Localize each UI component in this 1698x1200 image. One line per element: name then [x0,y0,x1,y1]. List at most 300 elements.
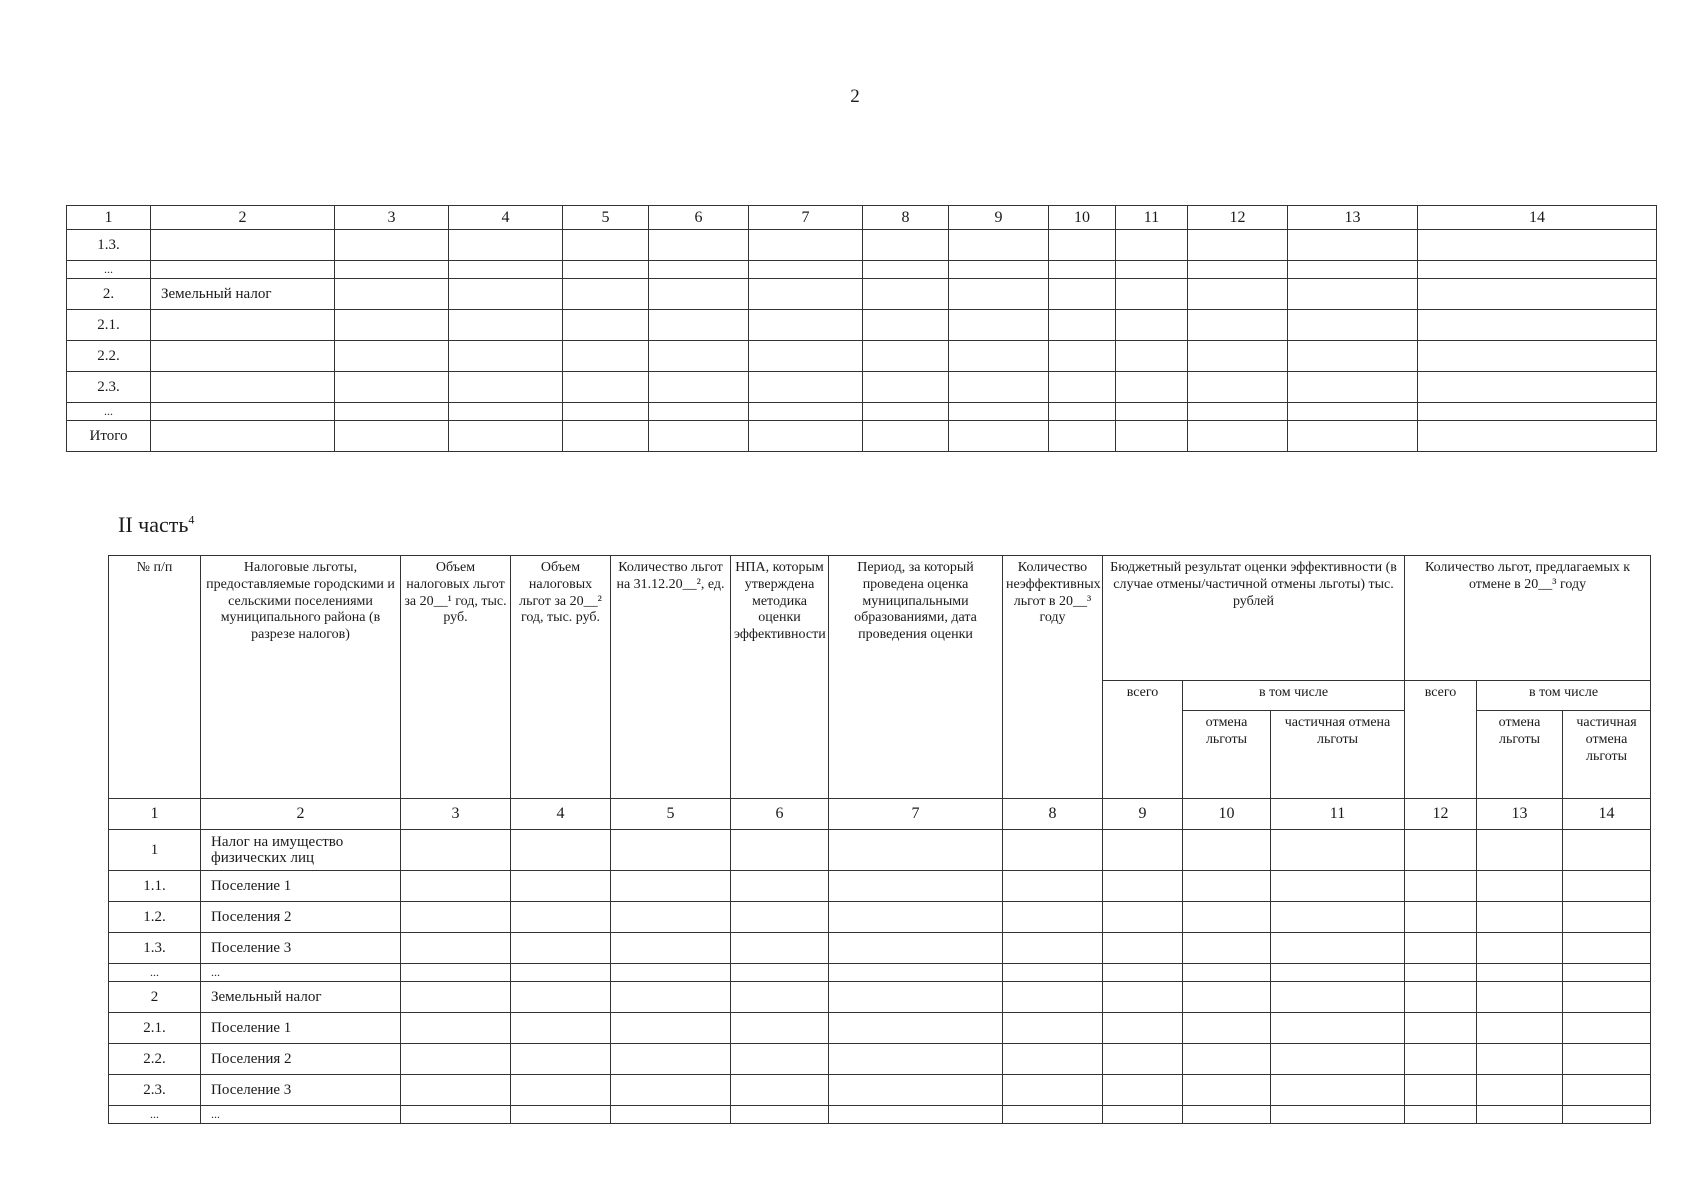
column-number: 6 [649,206,749,230]
row-number: 1.3. [109,933,201,964]
table-row [109,982,1651,1013]
row-name: Поселения 2 [201,902,401,933]
column-number: 9 [949,206,1049,230]
column-number: 4 [511,799,611,830]
empty-cell [335,403,449,421]
empty-cell [731,871,829,902]
row-number: ... [67,403,151,421]
header-cancel-2: отмена льготы [1477,711,1563,799]
empty-cell [401,871,511,902]
empty-cell [449,310,563,341]
empty-cell [335,261,449,279]
empty-cell [731,982,829,1013]
column-number: 8 [863,206,949,230]
empty-cell [1103,1075,1183,1106]
table-row [109,871,1651,902]
empty-cell [1418,372,1657,403]
empty-cell [1477,902,1563,933]
table-row [109,1106,1651,1124]
column-number: 13 [1477,799,1563,830]
column-number: 12 [1405,799,1477,830]
empty-cell [1405,902,1477,933]
empty-cell [749,372,863,403]
empty-cell [1103,830,1183,871]
empty-cell [1049,403,1116,421]
empty-cell [611,1075,731,1106]
empty-cell [1271,964,1405,982]
empty-cell [829,830,1003,871]
empty-cell [649,403,749,421]
column-number: 1 [67,206,151,230]
empty-cell [1183,1075,1271,1106]
table-row [109,933,1651,964]
row-number: 1.1. [109,871,201,902]
empty-cell [1288,230,1418,261]
empty-cell [511,964,611,982]
empty-cell [1418,341,1657,372]
empty-cell [511,982,611,1013]
part2-table [108,555,1651,1124]
empty-cell [511,871,611,902]
header-incl-2: в том числе [1477,681,1651,711]
empty-cell [649,279,749,310]
empty-cell [1288,310,1418,341]
empty-cell [1049,372,1116,403]
empty-cell [731,1013,829,1044]
empty-cell [1003,1106,1103,1124]
empty-cell [1477,1075,1563,1106]
empty-cell [949,403,1049,421]
empty-cell [1405,1044,1477,1075]
row-number: Итого [67,421,151,452]
empty-cell [401,1044,511,1075]
empty-cell [511,1013,611,1044]
part-title: II часть$^4$ [118,512,195,537]
empty-cell [335,372,449,403]
empty-cell [611,1044,731,1075]
empty-cell [611,1106,731,1124]
header-incl-1: в том числе [1183,681,1405,711]
empty-cell [949,421,1049,452]
row-number: 2.2. [67,341,151,372]
row-number: 2.3. [109,1075,201,1106]
empty-cell [749,310,863,341]
empty-cell [611,871,731,902]
empty-cell [1288,279,1418,310]
empty-cell [649,341,749,372]
empty-cell [829,1106,1003,1124]
row-number: 2.3. [67,372,151,403]
empty-cell [335,421,449,452]
row-number: 2.1. [67,310,151,341]
column-number-row [109,799,1651,830]
header-count: Количество льгот на 31.12.20__², ед. [611,556,731,799]
empty-cell [749,421,863,452]
empty-cell [1563,1044,1651,1075]
empty-cell [1271,830,1405,871]
empty-cell [1271,982,1405,1013]
empty-cell [829,871,1003,902]
empty-cell [1049,279,1116,310]
row-number: 2.1. [109,1013,201,1044]
empty-cell [1183,1013,1271,1044]
empty-cell [1563,964,1651,982]
empty-cell [1116,372,1188,403]
table-row [67,421,1657,452]
empty-cell [1183,982,1271,1013]
header-ineffective: Количество неэффективных льгот в 20__³ году [1003,556,1103,799]
row-name: Земельный налог [151,279,335,310]
row-name [151,403,335,421]
empty-cell [1003,830,1103,871]
empty-cell [611,964,731,982]
row-number: ... [67,261,151,279]
empty-cell [649,261,749,279]
column-number: 13 [1288,206,1418,230]
empty-cell [1271,871,1405,902]
column-number: 8 [1003,799,1103,830]
empty-cell [829,902,1003,933]
row-name [151,261,335,279]
empty-cell [1116,279,1188,310]
empty-cell [449,230,563,261]
empty-cell [863,279,949,310]
empty-cell [1405,933,1477,964]
empty-cell [563,310,649,341]
row-name: Поселения 2 [201,1044,401,1075]
empty-cell [1183,1106,1271,1124]
empty-cell [731,933,829,964]
empty-cell [611,902,731,933]
empty-cell [1188,421,1288,452]
empty-cell [1418,421,1657,452]
column-number: 10 [1049,206,1116,230]
empty-cell [1103,982,1183,1013]
column-number: 2 [151,206,335,230]
empty-cell [863,421,949,452]
row-number: ... [109,1106,201,1124]
empty-cell [731,902,829,933]
empty-cell [1003,1075,1103,1106]
empty-cell [829,1013,1003,1044]
empty-cell [1477,982,1563,1013]
empty-cell [1116,261,1188,279]
table-row [67,279,1657,310]
empty-cell [1477,1044,1563,1075]
empty-cell [1188,261,1288,279]
empty-cell [1049,341,1116,372]
empty-cell [563,372,649,403]
empty-cell [1477,1013,1563,1044]
empty-cell [1418,279,1657,310]
empty-cell [731,1044,829,1075]
row-number: 2 [109,982,201,1013]
empty-cell [1116,310,1188,341]
empty-cell [1477,871,1563,902]
empty-cell [335,310,449,341]
empty-cell [1477,830,1563,871]
empty-cell [1188,310,1288,341]
empty-cell [563,421,649,452]
row-name: Поселение 3 [201,933,401,964]
empty-cell [1405,1013,1477,1044]
header-cancel-1: отмена льготы [1183,711,1271,799]
empty-cell [1116,230,1188,261]
empty-cell [863,310,949,341]
empty-cell [1288,403,1418,421]
table-continuation [66,205,1657,452]
table-row [67,310,1657,341]
column-number: 5 [611,799,731,830]
empty-cell [511,902,611,933]
empty-cell [1405,830,1477,871]
empty-cell [449,261,563,279]
table-row [67,341,1657,372]
row-name: Налог на имущество физических лиц [201,830,401,871]
header-tax-benefits: Налоговые льготы, предоставляемые городскими и сельскими поселениями муниципального района (в разрезе налогов) [201,556,401,799]
empty-cell [863,372,949,403]
table-row [67,230,1657,261]
empty-cell [401,982,511,1013]
table-row [67,403,1657,421]
empty-cell [1563,982,1651,1013]
empty-cell [1405,1075,1477,1106]
empty-cell [749,341,863,372]
empty-cell [1183,871,1271,902]
empty-cell [401,933,511,964]
row-name: ... [201,1106,401,1124]
column-number: 10 [1183,799,1271,830]
empty-cell [863,403,949,421]
table-row [67,372,1657,403]
row-name [151,341,335,372]
empty-cell [563,403,649,421]
header-total-1: всего [1103,681,1183,799]
empty-cell [1103,1106,1183,1124]
empty-cell [1288,261,1418,279]
table-row [109,1075,1651,1106]
empty-cell [649,372,749,403]
empty-cell [1049,230,1116,261]
empty-cell [949,279,1049,310]
empty-cell [731,830,829,871]
empty-cell [401,902,511,933]
empty-cell [1288,372,1418,403]
empty-cell [1103,964,1183,982]
empty-cell [863,341,949,372]
empty-cell [511,1044,611,1075]
empty-cell [1183,933,1271,964]
empty-cell [563,261,649,279]
empty-cell [1003,1013,1103,1044]
empty-cell [829,964,1003,982]
empty-cell [1183,830,1271,871]
empty-cell [611,830,731,871]
row-number: 2.2. [109,1044,201,1075]
table-row [109,902,1651,933]
empty-cell [949,230,1049,261]
empty-cell [731,1106,829,1124]
column-number: 3 [335,206,449,230]
empty-cell [829,982,1003,1013]
empty-cell [611,1013,731,1044]
empty-cell [1188,279,1288,310]
empty-cell [1003,933,1103,964]
empty-cell [1271,1013,1405,1044]
empty-cell [449,421,563,452]
empty-cell [511,830,611,871]
empty-cell [1188,230,1288,261]
empty-cell [1103,902,1183,933]
empty-cell [829,933,1003,964]
empty-cell [949,341,1049,372]
empty-cell [1405,1106,1477,1124]
row-name: ... [201,964,401,982]
header-partial-2: частичная отмена льготы [1563,711,1651,799]
empty-cell [749,403,863,421]
empty-cell [1049,310,1116,341]
table-row [109,964,1651,982]
column-number: 7 [829,799,1003,830]
empty-cell [1418,310,1657,341]
row-number: ... [109,964,201,982]
empty-cell [649,310,749,341]
empty-cell [1049,421,1116,452]
empty-cell [335,279,449,310]
header-budget-result: Бюджетный результат оценки эффективности (в случае отмены/частичной отмены льготы) тыс. рублей [1103,556,1405,681]
empty-cell [1271,1044,1405,1075]
empty-cell [1271,1075,1405,1106]
table-row [109,830,1651,871]
row-number: 1.2. [109,902,201,933]
column-number: 2 [201,799,401,830]
empty-cell [1003,902,1103,933]
empty-cell [401,1013,511,1044]
table-row [109,1044,1651,1075]
header-npa: НПА, которым утверждена методика оценки эффективности [731,556,829,799]
empty-cell [949,261,1049,279]
empty-cell [1003,982,1103,1013]
empty-cell [649,421,749,452]
row-name: Поселение 1 [201,1013,401,1044]
empty-cell [401,1106,511,1124]
empty-cell [1103,871,1183,902]
empty-cell [1563,902,1651,933]
empty-cell [1563,1013,1651,1044]
empty-cell [449,372,563,403]
row-name: Поселение 3 [201,1075,401,1106]
column-number: 9 [1103,799,1183,830]
empty-cell [949,372,1049,403]
empty-cell [1003,964,1103,982]
empty-cell [563,341,649,372]
empty-cell [1288,421,1418,452]
empty-cell [1116,341,1188,372]
empty-cell [1103,933,1183,964]
column-number: 11 [1271,799,1405,830]
empty-cell [1405,964,1477,982]
column-number: 11 [1116,206,1188,230]
table-row [109,1013,1651,1044]
empty-cell [1188,372,1288,403]
empty-cell [829,1044,1003,1075]
empty-cell [449,279,563,310]
empty-cell [1271,902,1405,933]
empty-cell [1418,261,1657,279]
empty-cell [1183,1044,1271,1075]
empty-cell [401,830,511,871]
empty-cell [1288,341,1418,372]
empty-cell [1563,933,1651,964]
row-number: 2. [67,279,151,310]
empty-cell [1405,982,1477,1013]
empty-cell [1003,1044,1103,1075]
empty-cell [1418,403,1657,421]
empty-cell [749,230,863,261]
column-number: 5 [563,206,649,230]
empty-cell [1049,261,1116,279]
empty-cell [749,279,863,310]
empty-cell [449,403,563,421]
row-number: 1.3. [67,230,151,261]
empty-cell [1103,1044,1183,1075]
empty-cell [511,933,611,964]
column-number: 1 [109,799,201,830]
empty-cell [1116,403,1188,421]
empty-cell [1103,1013,1183,1044]
empty-cell [749,261,863,279]
column-number: 6 [731,799,829,830]
empty-cell [1477,933,1563,964]
empty-cell [863,261,949,279]
empty-cell [1188,403,1288,421]
table-row [67,261,1657,279]
header-volume-1: Объем налоговых льгот за 20__¹ год, тыс. руб. [401,556,511,799]
empty-cell [1183,964,1271,982]
empty-cell [863,230,949,261]
empty-cell [511,1106,611,1124]
page-number: 2 [850,86,860,107]
empty-cell [649,230,749,261]
empty-cell [401,964,511,982]
empty-cell [949,310,1049,341]
column-number: 3 [401,799,511,830]
column-number: 12 [1188,206,1288,230]
header-partial-1: частичная отмена льготы [1271,711,1405,799]
empty-cell [1563,1106,1651,1124]
empty-cell [829,1075,1003,1106]
header-period: Период, за который проведена оценка муниципальными образованиями, дата проведения оценки [829,556,1003,799]
empty-cell [449,341,563,372]
column-number: 7 [749,206,863,230]
empty-cell [563,230,649,261]
column-number: 14 [1563,799,1651,830]
row-name [151,421,335,452]
header-benefits-to-cancel: Количество льгот, предлагаемых к отмене в 20__³ году [1405,556,1651,681]
column-number-row [67,206,1657,230]
empty-cell [1477,1106,1563,1124]
row-name [151,310,335,341]
column-number: 4 [449,206,563,230]
empty-cell [563,279,649,310]
column-number: 14 [1418,206,1657,230]
empty-cell [731,1075,829,1106]
empty-cell [335,230,449,261]
empty-cell [1563,830,1651,871]
row-name [151,372,335,403]
header-num: № п/п [109,556,201,799]
empty-cell [611,982,731,1013]
